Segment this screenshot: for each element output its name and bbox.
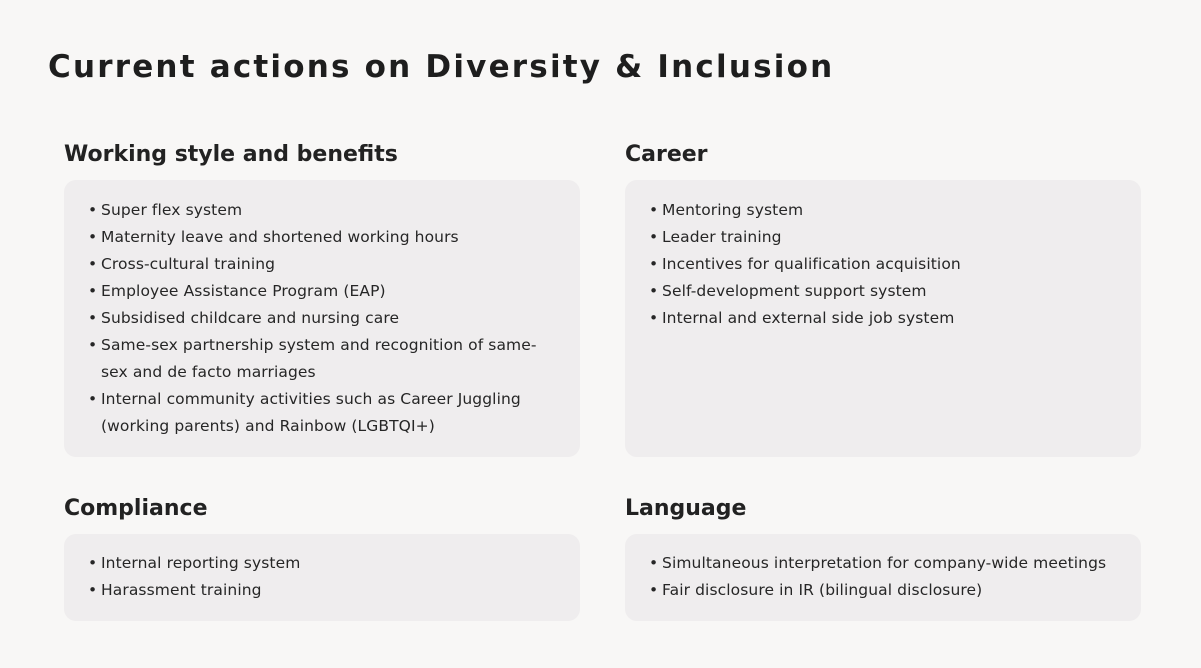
section-title: Career — [625, 142, 708, 167]
list-item: • Internal and external side job system — [649, 305, 1121, 332]
working-style-card — [64, 180, 580, 457]
section-career — [625, 142, 1141, 327]
language-list — [649, 550, 1121, 604]
section-compliance — [64, 496, 580, 599]
compliance-list — [88, 550, 560, 604]
list-item: • Mentoring system — [649, 197, 1121, 224]
page-title: Current actions on Diversity & Inclusion — [48, 49, 835, 85]
list-item: • Harassment training — [88, 577, 560, 604]
list-item: • Same-sex partnership system and recognition of same-sex and de facto marriages — [88, 332, 560, 386]
career-list — [649, 197, 1121, 332]
career-card — [625, 180, 1141, 457]
list-item: • Simultaneous interpretation for company-wide meetings — [649, 550, 1121, 577]
list-item: • Super flex system — [88, 197, 560, 224]
list-item: • Cross-cultural training — [88, 251, 560, 278]
list-item: • Internal community activities such as Career Juggling (working parents) and Rainbow (LGBTQI+) — [88, 386, 560, 440]
list-item: • Fair disclosure in IR (bilingual disclosure) — [649, 577, 1121, 604]
section-language — [625, 496, 1141, 599]
section-title: Compliance — [64, 496, 208, 521]
language-card — [625, 534, 1141, 621]
section-title: Language — [625, 496, 747, 521]
list-item: • Incentives for qualification acquisition — [649, 251, 1121, 278]
list-item: • Self-development support system — [649, 278, 1121, 305]
working-style-list — [88, 197, 560, 440]
section-working-style-and-benefits — [64, 142, 580, 435]
section-title: Working style and benefits — [64, 142, 398, 167]
list-item: • Subsidised childcare and nursing care — [88, 305, 560, 332]
compliance-card — [64, 534, 580, 621]
list-item: • Employee Assistance Program (EAP) — [88, 278, 560, 305]
list-item: • Maternity leave and shortened working hours — [88, 224, 560, 251]
list-item: • Leader training — [649, 224, 1121, 251]
list-item: • Internal reporting system — [88, 550, 560, 577]
